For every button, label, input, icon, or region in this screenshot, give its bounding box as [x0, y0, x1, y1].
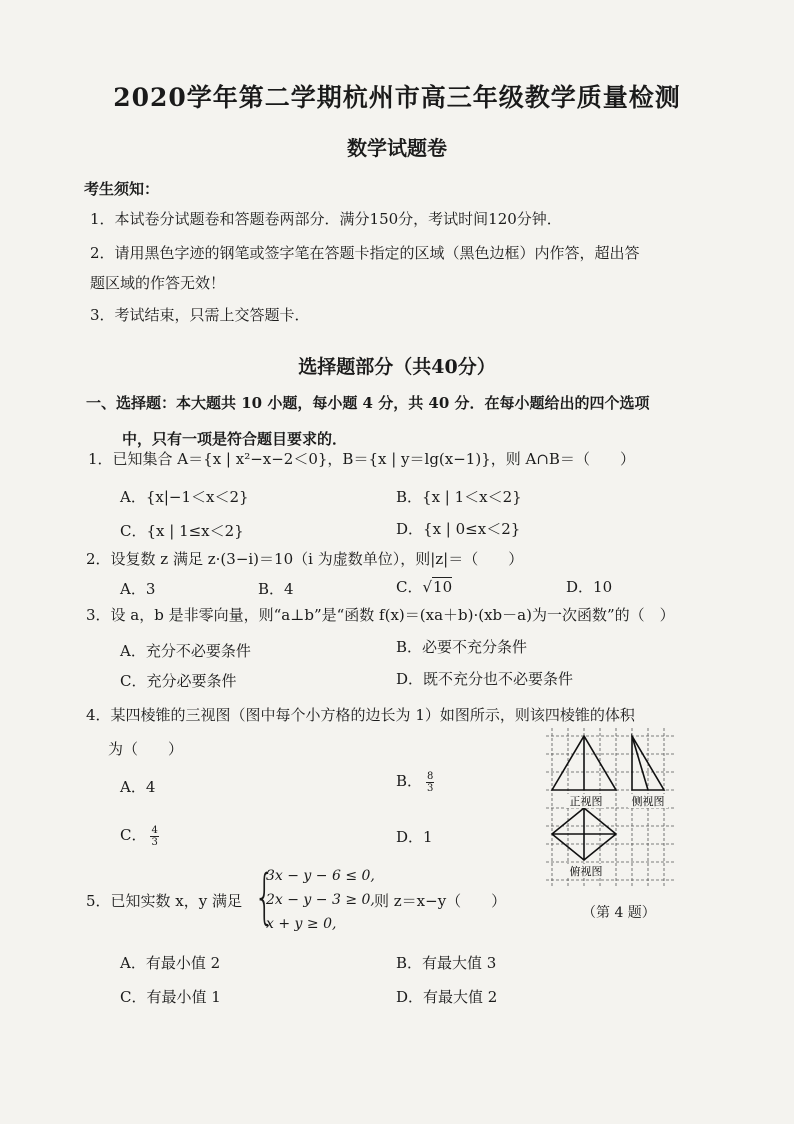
q5-stem-prefix: 5．已知实数 x，y 满足: [86, 892, 243, 910]
q4-option-c-label: C．: [120, 826, 147, 844]
q5-stem-suffix: 则 z＝x−y（ ）: [374, 892, 507, 910]
section-intro-line2: 中，只有一项是符合题目要求的．: [122, 430, 348, 448]
q4-option-b-fraction: [426, 771, 434, 794]
fraction-numerator: 4: [151, 824, 158, 836]
q2-stem: 2．设复数 z 满足 z·(3−i)＝10（i 为虚数单位），则|z|＝（ ）: [86, 550, 524, 568]
notice-item-2: 2．请用黑色字迹的钢笔或签字笔在答题卡指定的区域（黑色边框）内作答，超出答: [90, 244, 640, 262]
q1-stem: 1．已知集合 A＝{x | x²−x−2＜0}，B＝{x | y＝lg(x−1)}，则 A∩B＝（ ）: [88, 450, 635, 468]
q1-option-b: B．{x | 1＜x＜2}: [396, 488, 522, 506]
q4-option-a: A．4: [120, 778, 156, 796]
q2-option-d: D．10: [566, 578, 613, 596]
top-view-label: 俯视图: [569, 865, 603, 878]
section-intro-line1: 一、选择题：本大题共 10 小题，每小题 4 分，共 40 分．在每小题给出的四个选项: [86, 394, 650, 412]
fraction-numerator: 8: [427, 770, 434, 782]
q4-stem-line2: 为（ ）: [108, 740, 184, 758]
q4-option-c-fraction: [150, 825, 158, 848]
q4-option-b: [396, 770, 434, 794]
side-view-label: 侧视图: [631, 795, 665, 808]
q5-inequality-2: 2x − y − 3 ≥ 0,: [266, 892, 375, 908]
q4-option-b-label: B．: [396, 772, 423, 790]
q2-option-c-prefix: C．√: [396, 578, 433, 596]
section-title: 选择题部分（共40分）: [298, 356, 496, 378]
page-title: 2020学年第二学期杭州市高三年级教学质量检测: [113, 83, 681, 112]
q4-option-c: [120, 824, 159, 848]
three-view-diagram: [546, 728, 680, 890]
q5-option-c: C．有最小值 1: [120, 988, 221, 1006]
fraction-denominator: 3: [427, 782, 434, 794]
q2-option-a: A．3: [120, 580, 156, 598]
side-view-edge: [632, 736, 648, 790]
page-subtitle: 数学试题卷: [347, 136, 447, 160]
q5-inequality-1: 3x − y − 6 ≤ 0,: [266, 868, 375, 884]
q3-option-d: D．既不充分也不必要条件: [396, 670, 574, 688]
q1-option-a: A．{x|−1＜x＜2}: [120, 488, 249, 506]
q1-option-d: D．{x | 0≤x＜2}: [396, 520, 521, 538]
q3-stem: 3．设 a，b 是非零向量，则“a⊥b”是“函数 f(x)＝(xa＋b)·(xb－a)为一次函数”的（ ）: [86, 606, 675, 624]
notice-item-1: 1．本试卷分试题卷和答题卷两部分．满分150分，考试时间120分钟．: [90, 210, 562, 228]
q5-inequality-3: x + y ≥ 0,: [266, 916, 337, 932]
front-view-label: 正视图: [569, 795, 603, 808]
notice-item-3: 3．考试结束，只需上交答题卡．: [90, 306, 310, 324]
q3-option-c: C．充分必要条件: [120, 672, 237, 690]
q5-option-d: D．有最大值 2: [396, 988, 498, 1006]
q3-option-a: A．充分不必要条件: [120, 642, 251, 660]
q5-option-b: B．有最大值 3: [396, 954, 497, 972]
q3-option-b: B．必要不充分条件: [396, 638, 528, 656]
left-brace: {: [254, 862, 276, 932]
q5-option-a: A．有最小值 2: [120, 954, 221, 972]
fraction-denominator: 3: [151, 836, 158, 848]
q1-option-c: C．{x | 1≤x＜2}: [120, 522, 244, 540]
q2-option-c-radicand: 10: [433, 578, 453, 596]
q5-inequality-system: [254, 862, 384, 936]
notice-heading: 考生须知：: [84, 180, 160, 198]
notice-item-2-cont: 题区域的作答无效！: [90, 274, 226, 292]
q4-option-d: D．1: [396, 828, 433, 846]
figure-caption: （第 4 题）: [582, 905, 656, 921]
q2-option-b: B．4: [258, 580, 294, 598]
q4-stem-line1: 4．某四棱锥的三视图（图中每个小方格的边长为 1）如图所示，则该四棱锥的体积: [86, 706, 635, 724]
q2-option-c: [396, 576, 452, 597]
